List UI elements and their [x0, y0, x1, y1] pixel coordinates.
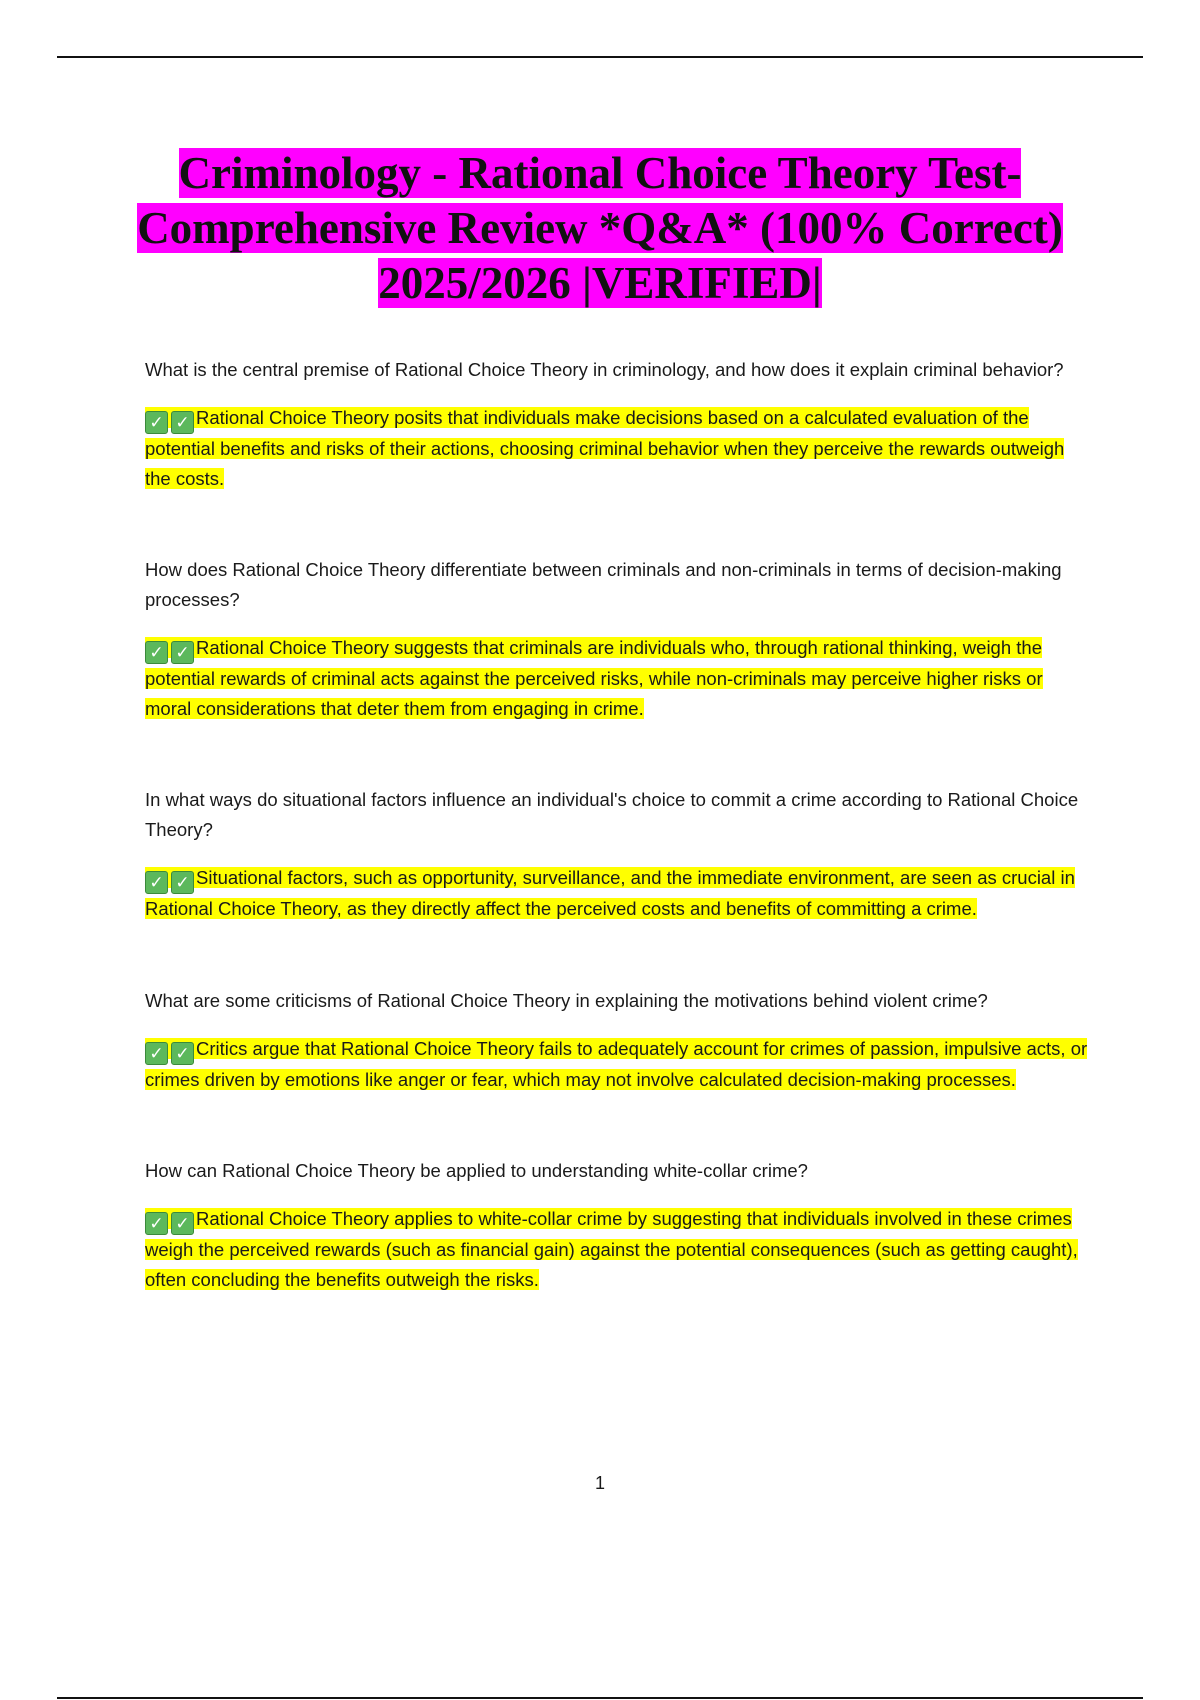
check-mark-icon: ✓ [171, 411, 194, 434]
question-text: How does Rational Choice Theory differentiate between criminals and non-criminals in terms of decision-making processes? [145, 559, 1062, 610]
answer-block [145, 1034, 1090, 1095]
question-text: What are some criticisms of Rational Choice Theory in explaining the motivations behind violent crime? [145, 989, 988, 1011]
qa-item [145, 1156, 1090, 1294]
answer-block [145, 403, 1090, 493]
check-mark-icon: ✓ [171, 641, 194, 664]
answer-highlight [145, 1038, 1087, 1090]
qa-item [145, 785, 1090, 924]
question-text: What is the central premise of Rational Choice Theory in criminology, and how does it explain criminal behavior? [145, 359, 1064, 380]
bottom-rule [57, 1697, 1143, 1699]
check-mark-icon: ✓ [145, 1042, 168, 1065]
answer-block [145, 633, 1090, 723]
document-title [100, 146, 1100, 311]
answer-text: Critics argue that Rational Choice Theory fails to adequately account for crimes of passion, impulsive acts, or crimes driven by emotions like anger or fear, which may not involve calculated decision-making processes. [145, 1037, 1088, 1090]
answer-highlight [145, 407, 1064, 489]
answer-text: Rational Choice Theory applies to white-collar crime by suggesting that individuals involved in these crimes weigh the perceived rewards (such as financial gain) against the potential consequences (such as getting caught), often concluding the benefits outweigh the risks. [145, 1208, 1078, 1290]
check-mark-icon: ✓ [145, 871, 168, 894]
title-highlight: Criminology - Rational Choice Theory Test- Comprehensive Review *Q&A* (100% Correct) 2025/2026 |VERIFIED| [137, 148, 1063, 308]
title-block [100, 146, 1100, 311]
check-mark-icon: ✓ [145, 411, 168, 434]
answer-block [145, 863, 1090, 924]
qa-item [145, 355, 1090, 493]
answer-text: Rational Choice Theory suggests that criminals are individuals who, through rational thinking, weigh the potential rewards of criminal acts against the perceived risks, while non-criminals may perceive higher risks or moral considerations that deter them from engaging in crime. [145, 637, 1043, 719]
answer-block [145, 1204, 1090, 1294]
check-mark-icon: ✓ [145, 1212, 168, 1235]
top-rule [57, 56, 1143, 58]
answer-highlight [145, 1208, 1078, 1290]
answer-text: Rational Choice Theory posits that individuals make decisions based on a calculated evaluation of the potential benefits and risks of their actions, choosing criminal behavior when they perceive the rewards outweigh the costs. [145, 407, 1065, 489]
answer-highlight [145, 637, 1043, 719]
qa-list [145, 355, 1090, 1294]
answer-text: Situational factors, such as opportunity, surveillance, and the immediate environment, are seen as crucial in Rational Choice Theory, as they directly affect the perceived costs and benefits of committing a crime. [145, 867, 1075, 919]
question-text: How can Rational Choice Theory be applied to understanding white-collar crime? [145, 1160, 808, 1181]
question-text: In what ways do situational factors influence an individual's choice to commit a crime according to Rational Choice Theory? [145, 789, 1079, 840]
qa-item [145, 555, 1090, 723]
check-mark-icon: ✓ [171, 1042, 194, 1065]
page-number: 1 [594, 1473, 605, 1493]
answer-highlight [145, 867, 1075, 919]
check-mark-icon: ✓ [171, 871, 194, 894]
qa-item [145, 986, 1090, 1095]
check-mark-icon: ✓ [171, 1212, 194, 1235]
check-mark-icon: ✓ [145, 641, 168, 664]
